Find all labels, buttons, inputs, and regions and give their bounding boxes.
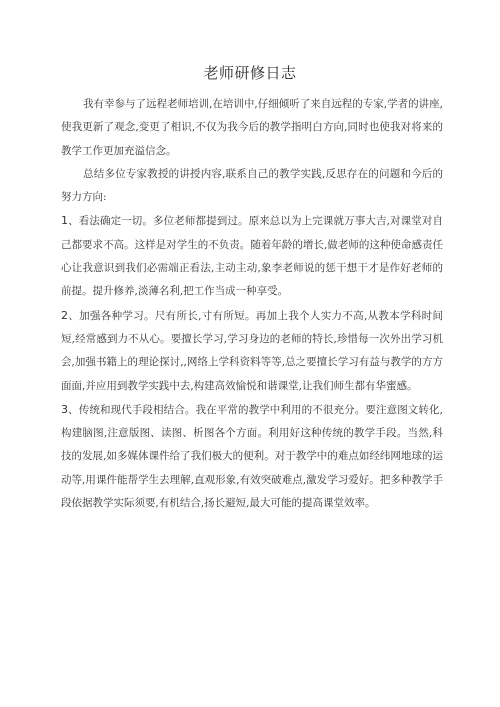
point-paragraph-1 (61, 209, 443, 303)
summary-paragraph: 总结多位专家教授的讲授内容,联系自己的教学实践,反思存在的问题和今后的努力方向: (61, 167, 443, 204)
document-body (61, 93, 443, 515)
point-text-3: 、传统和现代手段相结合。我在平常的教学中利用的不很充分。要注意图文转化,构建脑图,注意版图、读图、析图各个方面。利用好这种传统的教学手段。当然,科技的发展,如多媒体课件给了我们极大的便利。对于教学中的难点如经纬网地球的运动等,用课件能帮学生去理解,直观形象,有效突破难点,激发学习爱好。把多种教学手段依据教学实际须要,有机结合,扬长避短,最大可能的提高课堂效率。 (61, 403, 443, 510)
point-paragraph-3 (61, 398, 443, 515)
point-number-1: 1 (61, 214, 68, 228)
intro-paragraph: 我有幸参与了远程老师培训,在培训中,仔细倾听了来自远程的专家,学者的讲座,使我更新了观念,变更了相识,不仅为我今后的教学指明白方向,同时也使我对将来的教学工作更加充溢信念。 (61, 98, 443, 157)
document-title: 老师研修日志 (203, 64, 297, 82)
point-text-2: 、加强各种学习。尺有所长,寸有所短。再加上我个人实力不高,从教本学科时间短,经常感到力不从心。要擅长学习,学习身边的老师的特长,珍惜每一次外出学习机会,加强书籍上的理论探讨,,网络上学科资料等等,总之要擅长学习有益与教学的方方面面,并应用到教学实践中去,构建高效愉悦和谐课堂,让我们师生都有华蜜感。 (61, 309, 443, 392)
point-number-2: 2 (61, 308, 68, 322)
point-text-1: 、看法确定一切。多位老师都提到过。原来总以为上完课就万事大吉,对课堂对自己都要求不高。这样是对学生的不负责。随着年龄的增长,做老师的这种使命感责任心让我意识到我们必需端正看法,主动主动,象李老师说的惩干想干才是作好老师的前提。提升修养,淡薄名利,把工作当成一种享受。 (61, 215, 443, 298)
point-number-3: 3 (61, 402, 68, 416)
point-paragraph-2 (61, 304, 443, 398)
